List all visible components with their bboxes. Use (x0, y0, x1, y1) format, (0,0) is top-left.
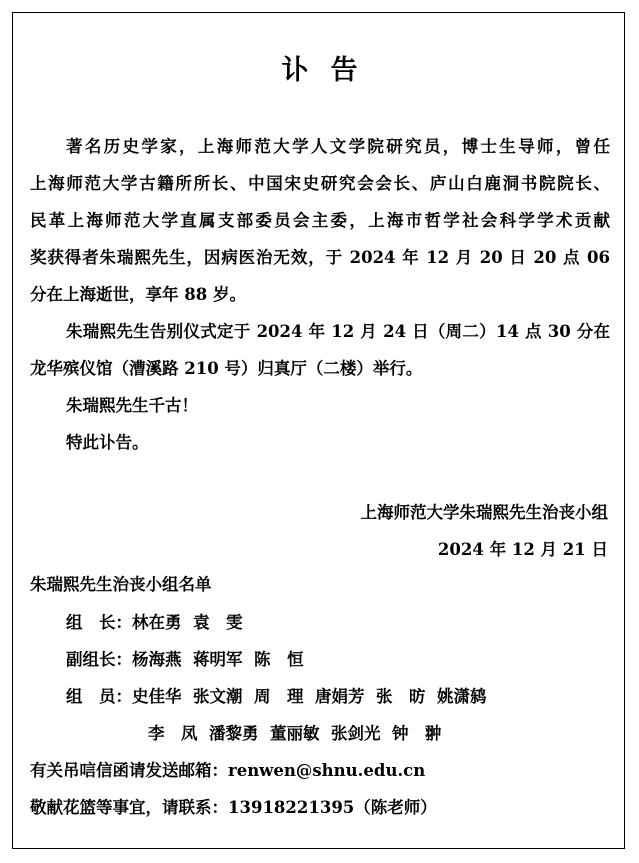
paragraph2-line2: 龙华殡仪馆（漕溪路 210 号）归真厅（二楼）举行。 (30, 359, 423, 378)
closing-line: 特此讣告。 (66, 433, 149, 452)
vice-label: 副组长： (66, 650, 132, 669)
signature-date: 2024 年 12 月 21 日 (437, 540, 608, 559)
leader-label: 组 长： (66, 613, 132, 632)
farewell-line: 朱瑞熙先生千古！ (66, 396, 198, 415)
members-line2: 李 凤 潘黎勇 董丽敏 张剑光 钟 翀 (148, 724, 442, 743)
committee-leader-row (66, 604, 243, 641)
committee-member-row-2 (148, 715, 441, 752)
committee-member-row (66, 678, 486, 715)
paragraph1-line2: 上海师范大学古籍所所长、中国宋史研究会会长、庐山白鹿洞书院院长、 (30, 174, 610, 193)
paragraph2-line1: 朱瑞熙先生告别仪式定于 2024 年 12 月 24 日（周二）14 点 30 分在 (66, 322, 610, 341)
leader-names: 林在勇 袁 雯 (132, 613, 243, 632)
members-line1: 史佳华 张文潮 周 理 唐娟芳 张 昉 姚潇鸫 (132, 687, 487, 706)
paragraph1-line5: 分在上海逝世，享年 88 岁。 (30, 285, 246, 304)
signature-org: 上海师范大学朱瑞熙先生治丧小组 (360, 503, 608, 522)
phone-line: 敬献花篮等事宜，请联系：13918221395（陈老师） (30, 798, 437, 817)
paragraph1-line4: 奖获得者朱瑞熙先生，因病医治无效，于 2024 年 12 月 20 日 20 点 06 (30, 248, 610, 267)
vice-names: 杨海燕 蒋明军 陈 恒 (132, 650, 304, 669)
email-line: 有关吊唁信函请发送邮箱：renwen@shnu.edu.cn (30, 761, 426, 780)
committee-heading: 朱瑞熙先生治丧小组名单 (30, 575, 212, 594)
page-title: 讣告 (281, 55, 380, 86)
committee-vice-row (66, 641, 303, 678)
paragraph1-line3: 民革上海师范大学直属支部委员会主委，上海市哲学社会科学学术贡献 (30, 211, 610, 230)
paragraph1-line1: 著名历史学家，上海师范大学人文学院研究员，博士生导师，曾任 (66, 137, 610, 156)
member-label: 组 员： (66, 687, 132, 706)
